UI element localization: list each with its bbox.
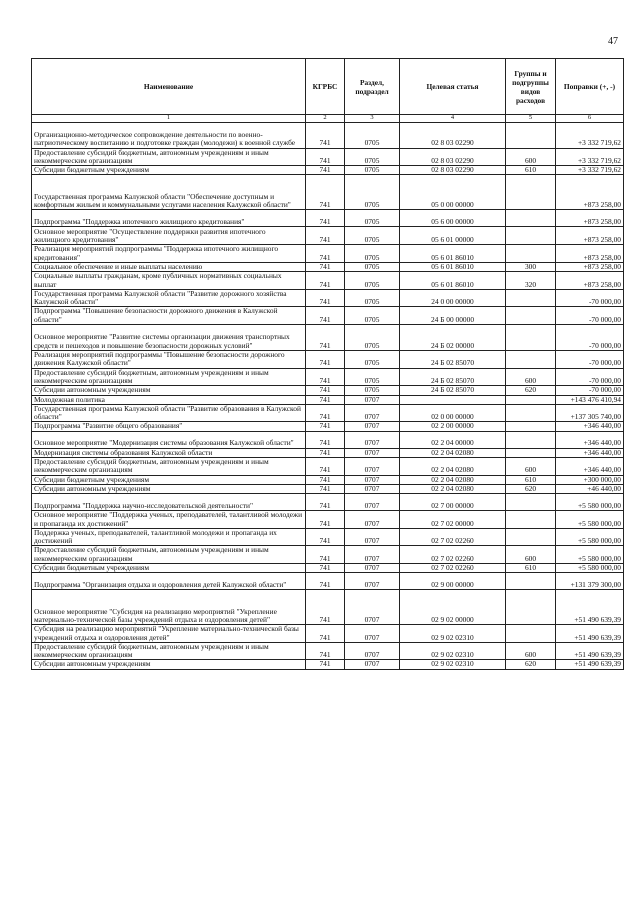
row-expense-group (506, 307, 556, 325)
row-expense-group (506, 289, 556, 307)
row-section: 0707 (345, 458, 400, 476)
row-target-code: 02 7 02 00000 (400, 511, 506, 529)
row-expense-group (506, 245, 556, 263)
row-amount: +5 580 000,00 (556, 511, 624, 529)
row-name: Основное мероприятие "Развитие системы организации движения транспортных средств и пешеходов и повышение безопасности дорожных условий" (32, 325, 306, 351)
row-target-code: 05 0 00 00000 (400, 175, 506, 210)
row-amount: -70 000,00 (556, 368, 624, 386)
row-kgrbs: 741 (306, 351, 345, 369)
row-amount: -70 000,00 (556, 351, 624, 369)
row-name: Субсидии автономным учреждениям (32, 484, 306, 493)
row-expense-group (506, 325, 556, 351)
column-number: 6 (556, 115, 624, 123)
row-name: Основное мероприятие "Осуществление поддержки развития ипотечного жилищного кредитования" (32, 227, 306, 245)
row-section: 0707 (345, 511, 400, 529)
row-amount: +5 580 000,00 (556, 546, 624, 564)
row-expense-group (506, 590, 556, 625)
row-amount: -70 000,00 (556, 289, 624, 307)
col-header-name: Наименование (32, 59, 306, 115)
row-target-code: 05 6 01 86010 (400, 245, 506, 263)
row-expense-group: 620 (506, 484, 556, 493)
row-name: Подпрограмма "Поддержка ипотечного жилищного кредитования" (32, 210, 306, 227)
row-expense-group: 620 (506, 386, 556, 395)
row-name: Субсидии автономным учреждениям (32, 386, 306, 395)
row-section: 0707 (345, 395, 400, 404)
row-expense-group (506, 351, 556, 369)
row-kgrbs: 741 (306, 484, 345, 493)
row-kgrbs: 741 (306, 660, 345, 669)
row-kgrbs: 741 (306, 573, 345, 590)
table-row (32, 272, 624, 290)
row-expense-group: 600 (506, 148, 556, 166)
table-row (32, 475, 624, 484)
column-number: 5 (506, 115, 556, 123)
row-target-code: 24 Б 02 85070 (400, 351, 506, 369)
row-expense-group: 610 (506, 564, 556, 573)
row-kgrbs: 741 (306, 475, 345, 484)
row-name: Основное мероприятие "Модернизация системы образования Калужской области" (32, 431, 306, 448)
row-kgrbs: 741 (306, 642, 345, 660)
row-section: 0707 (345, 422, 400, 431)
table-row (32, 573, 624, 590)
table-row (32, 458, 624, 476)
table-row (32, 351, 624, 369)
row-section: 0705 (345, 227, 400, 245)
row-kgrbs: 741 (306, 564, 345, 573)
row-target-code: 02 2 04 02080 (400, 475, 506, 484)
row-section: 0705 (345, 368, 400, 386)
row-kgrbs: 741 (306, 148, 345, 166)
row-section: 0707 (345, 590, 400, 625)
row-name: Организационно-методическое сопровождение деятельности по военно-патриотическому воспитанию и подготовке граждан (молодежи) к военной службе (32, 122, 306, 148)
row-amount: +5 580 000,00 (556, 564, 624, 573)
row-name: Молодежная политика (32, 395, 306, 404)
row-kgrbs: 741 (306, 325, 345, 351)
row-kgrbs: 741 (306, 431, 345, 448)
row-target-code: 24 Б 00 00000 (400, 307, 506, 325)
table-row (32, 122, 624, 148)
row-section: 0707 (345, 564, 400, 573)
row-kgrbs: 741 (306, 395, 345, 404)
row-target-code: 02 2 04 02080 (400, 484, 506, 493)
row-name: Государственная программа Калужской области "Развитие дорожного хозяйства Калужской области" (32, 289, 306, 307)
row-expense-group (506, 431, 556, 448)
row-amount: +51 490 639,39 (556, 642, 624, 660)
row-name: Субсидия на реализацию мероприятий "Укрепление материально-технической базы учреждений отдыха и оздоровления детей" (32, 625, 306, 643)
row-expense-group: 610 (506, 166, 556, 175)
row-name: Субсидии бюджетным учреждениям (32, 475, 306, 484)
row-target-code: 05 6 01 86010 (400, 262, 506, 271)
row-section: 0705 (345, 245, 400, 263)
col-header-target: Целевая статья (400, 59, 506, 115)
row-section: 0707 (345, 528, 400, 546)
row-name: Субсидии автономным учреждениям (32, 660, 306, 669)
table-row (32, 494, 624, 511)
column-number: 1 (32, 115, 306, 123)
row-target-code: 02 7 02 02260 (400, 564, 506, 573)
row-kgrbs: 741 (306, 511, 345, 529)
row-kgrbs: 741 (306, 458, 345, 476)
row-expense-group: 600 (506, 458, 556, 476)
row-section: 0707 (345, 404, 400, 422)
table-row (32, 289, 624, 307)
row-expense-group (506, 210, 556, 227)
row-section: 0707 (345, 431, 400, 448)
row-amount: +873 258,00 (556, 210, 624, 227)
row-target-code: 02 9 00 00000 (400, 573, 506, 590)
row-kgrbs: 741 (306, 210, 345, 227)
table-row (32, 590, 624, 625)
row-kgrbs: 741 (306, 289, 345, 307)
row-kgrbs: 741 (306, 175, 345, 210)
table-row (32, 227, 624, 245)
row-kgrbs: 741 (306, 494, 345, 511)
row-target-code: 02 2 04 02080 (400, 448, 506, 457)
table-row (32, 511, 624, 529)
row-target-code: 02 0 00 00000 (400, 404, 506, 422)
row-section: 0707 (345, 546, 400, 564)
row-target-code: 05 6 00 00000 (400, 210, 506, 227)
col-header-section: Раздел, подраздел (345, 59, 400, 115)
row-expense-group: 320 (506, 272, 556, 290)
table-row (32, 422, 624, 431)
row-target-code: 24 0 00 00000 (400, 289, 506, 307)
row-expense-group (506, 395, 556, 404)
row-expense-group: 600 (506, 642, 556, 660)
row-amount: -70 000,00 (556, 325, 624, 351)
row-amount: +346 440,00 (556, 422, 624, 431)
row-amount: +873 258,00 (556, 272, 624, 290)
row-name: Подпрограмма "Организация отдыха и оздоровления детей Калужской области" (32, 573, 306, 590)
table-row (32, 546, 624, 564)
row-section: 0705 (345, 122, 400, 148)
row-section: 0705 (345, 325, 400, 351)
row-target-code: 24 Б 02 00000 (400, 325, 506, 351)
row-amount: +3 332 719,62 (556, 166, 624, 175)
row-expense-group (506, 422, 556, 431)
row-kgrbs: 741 (306, 404, 345, 422)
row-section: 0707 (345, 625, 400, 643)
col-header-kgrbs: КГРБС (306, 59, 345, 115)
col-header-amount: Поправки (+, -) (556, 59, 624, 115)
table-row (32, 386, 624, 395)
row-name: Подпрограмма "Развитие общего образования" (32, 422, 306, 431)
table-row (32, 262, 624, 271)
row-amount: +873 258,00 (556, 175, 624, 210)
row-kgrbs: 741 (306, 625, 345, 643)
row-expense-group (506, 448, 556, 457)
row-kgrbs: 741 (306, 422, 345, 431)
row-amount: +51 490 639,39 (556, 625, 624, 643)
table-row (32, 625, 624, 643)
row-expense-group: 610 (506, 475, 556, 484)
row-name: Реализация мероприятий подпрограммы "Поддержка ипотечного жилищного кредитования" (32, 245, 306, 263)
row-name: Социальное обеспечение и иные выплаты населению (32, 262, 306, 271)
row-amount: +3 332 719,62 (556, 148, 624, 166)
row-expense-group (506, 175, 556, 210)
row-kgrbs: 741 (306, 227, 345, 245)
row-target-code: 02 7 00 00000 (400, 494, 506, 511)
row-name: Государственная программа Калужской области "Развитие образования в Калужской области" (32, 404, 306, 422)
table-row (32, 175, 624, 210)
row-target-code: 02 9 02 02310 (400, 625, 506, 643)
row-name: Подпрограмма "Поддержка научно-исследовательской деятельности" (32, 494, 306, 511)
row-target-code: 05 6 01 00000 (400, 227, 506, 245)
row-name: Поддержка ученых, преподавателей, талантливой молодежи и пропаганда их достижений (32, 528, 306, 546)
row-name: Основное мероприятие "Поддержка ученых, преподавателей, талантливой молодежи и пропаганда их достижений" (32, 511, 306, 529)
table-row (32, 395, 624, 404)
row-kgrbs: 741 (306, 262, 345, 271)
row-expense-group: 600 (506, 368, 556, 386)
row-section: 0705 (345, 351, 400, 369)
column-number: 3 (345, 115, 400, 123)
row-expense-group: 600 (506, 546, 556, 564)
table-row (32, 564, 624, 573)
row-name: Государственная программа Калужской области "Обеспечение доступным и комфортным жильем и коммунальными услугами населения Калужской области" (32, 175, 306, 210)
row-name: Предоставление субсидий бюджетным, автономным учреждениям и иным некоммерческим организациям (32, 546, 306, 564)
row-section: 0705 (345, 210, 400, 227)
row-amount: +5 580 000,00 (556, 528, 624, 546)
row-amount: -70 000,00 (556, 386, 624, 395)
row-amount: +873 258,00 (556, 262, 624, 271)
row-section: 0707 (345, 573, 400, 590)
row-section: 0705 (345, 175, 400, 210)
row-target-code: 05 6 01 86010 (400, 272, 506, 290)
row-target-code (400, 395, 506, 404)
row-expense-group: 300 (506, 262, 556, 271)
table-row (32, 448, 624, 457)
row-name: Предоставление субсидий бюджетным, автономным учреждениям и иным некоммерческим организациям (32, 458, 306, 476)
row-name: Предоставление субсидий бюджетным, автономным учреждениям и иным некоммерческим организациям (32, 368, 306, 386)
row-section: 0705 (345, 386, 400, 395)
row-kgrbs: 741 (306, 307, 345, 325)
row-amount: +51 490 639,39 (556, 590, 624, 625)
row-expense-group (506, 511, 556, 529)
row-kgrbs: 741 (306, 368, 345, 386)
row-name: Модернизация системы образования Калужской области (32, 448, 306, 457)
row-kgrbs: 741 (306, 546, 345, 564)
table-row (32, 325, 624, 351)
header-row (32, 59, 624, 115)
table-row (32, 484, 624, 493)
row-target-code: 02 7 02 02260 (400, 546, 506, 564)
row-amount: +137 305 740,00 (556, 404, 624, 422)
row-target-code: 02 7 02 02260 (400, 528, 506, 546)
table-row (32, 166, 624, 175)
row-amount: +300 000,00 (556, 475, 624, 484)
row-amount: +873 258,00 (556, 227, 624, 245)
row-kgrbs: 741 (306, 122, 345, 148)
row-section: 0707 (345, 494, 400, 511)
row-expense-group (506, 573, 556, 590)
row-expense-group (506, 494, 556, 511)
budget-table (31, 58, 624, 670)
row-amount: +3 332 719,62 (556, 122, 624, 148)
row-target-code: 02 9 02 02310 (400, 642, 506, 660)
row-section: 0707 (345, 484, 400, 493)
row-kgrbs: 741 (306, 528, 345, 546)
row-name: Реализация мероприятий подпрограммы "Повышение безопасности дорожного движения Калужской области" (32, 351, 306, 369)
table-row (32, 660, 624, 669)
row-expense-group (506, 528, 556, 546)
row-section: 0705 (345, 148, 400, 166)
row-amount: +346 440,00 (556, 431, 624, 448)
row-expense-group (506, 122, 556, 148)
row-section: 0705 (345, 262, 400, 271)
row-name: Предоставление субсидий бюджетным, автономным учреждениям и иным некоммерческим организациям (32, 148, 306, 166)
row-name: Социальные выплаты гражданам, кроме публичных нормативных социальных выплат (32, 272, 306, 290)
table-row (32, 210, 624, 227)
table-row (32, 528, 624, 546)
row-target-code: 24 Б 02 85070 (400, 386, 506, 395)
table-row (32, 404, 624, 422)
row-kgrbs: 741 (306, 245, 345, 263)
row-kgrbs: 741 (306, 386, 345, 395)
row-kgrbs: 741 (306, 166, 345, 175)
row-expense-group (506, 625, 556, 643)
row-expense-group: 620 (506, 660, 556, 669)
table-row (32, 642, 624, 660)
row-target-code: 02 2 00 00000 (400, 422, 506, 431)
row-section: 0707 (345, 660, 400, 669)
table-row (32, 431, 624, 448)
row-target-code: 02 8 03 02290 (400, 148, 506, 166)
row-kgrbs: 741 (306, 448, 345, 457)
row-amount: +5 580 000,00 (556, 494, 624, 511)
row-amount: -70 000,00 (556, 307, 624, 325)
row-section: 0705 (345, 289, 400, 307)
row-name: Субсидии бюджетным учреждениям (32, 166, 306, 175)
row-amount: +143 476 410,94 (556, 395, 624, 404)
row-expense-group (506, 227, 556, 245)
row-section: 0705 (345, 307, 400, 325)
row-target-code: 02 8 03 02290 (400, 122, 506, 148)
row-amount: +346 440,00 (556, 458, 624, 476)
row-target-code: 24 Б 02 85070 (400, 368, 506, 386)
table-row (32, 148, 624, 166)
row-amount: +46 440,00 (556, 484, 624, 493)
row-name: Подпрограмма "Повышение безопасности дорожного движения в Калужской области" (32, 307, 306, 325)
table-row (32, 245, 624, 263)
row-amount: +346 440,00 (556, 448, 624, 457)
row-target-code: 02 2 04 02080 (400, 458, 506, 476)
row-amount: +131 379 300,00 (556, 573, 624, 590)
row-target-code: 02 8 03 02290 (400, 166, 506, 175)
row-section: 0707 (345, 448, 400, 457)
row-kgrbs: 741 (306, 590, 345, 625)
row-amount: +873 258,00 (556, 245, 624, 263)
row-target-code: 02 9 02 00000 (400, 590, 506, 625)
column-number: 4 (400, 115, 506, 123)
column-number: 2 (306, 115, 345, 123)
column-number-row (32, 115, 624, 123)
row-kgrbs: 741 (306, 272, 345, 290)
row-section: 0707 (345, 642, 400, 660)
row-section: 0705 (345, 272, 400, 290)
row-target-code: 02 2 04 00000 (400, 431, 506, 448)
row-section: 0707 (345, 475, 400, 484)
table-row (32, 307, 624, 325)
row-target-code: 02 9 02 02310 (400, 660, 506, 669)
row-expense-group (506, 404, 556, 422)
row-name: Основное мероприятие "Субсидия на реализацию мероприятий "Укрепление материально-технической базы учреждений отдыха и оздоровления детей" (32, 590, 306, 625)
row-name: Предоставление субсидий бюджетным, автономным учреждениям и иным некоммерческим организациям (32, 642, 306, 660)
page-number: 47 (608, 36, 618, 47)
row-section: 0705 (345, 166, 400, 175)
table-row (32, 368, 624, 386)
col-header-group: Группы и подгруппы видов расходов (506, 59, 556, 115)
row-name: Субсидии бюджетным учреждениям (32, 564, 306, 573)
table-body (32, 122, 624, 669)
row-amount: +51 490 639,39 (556, 660, 624, 669)
